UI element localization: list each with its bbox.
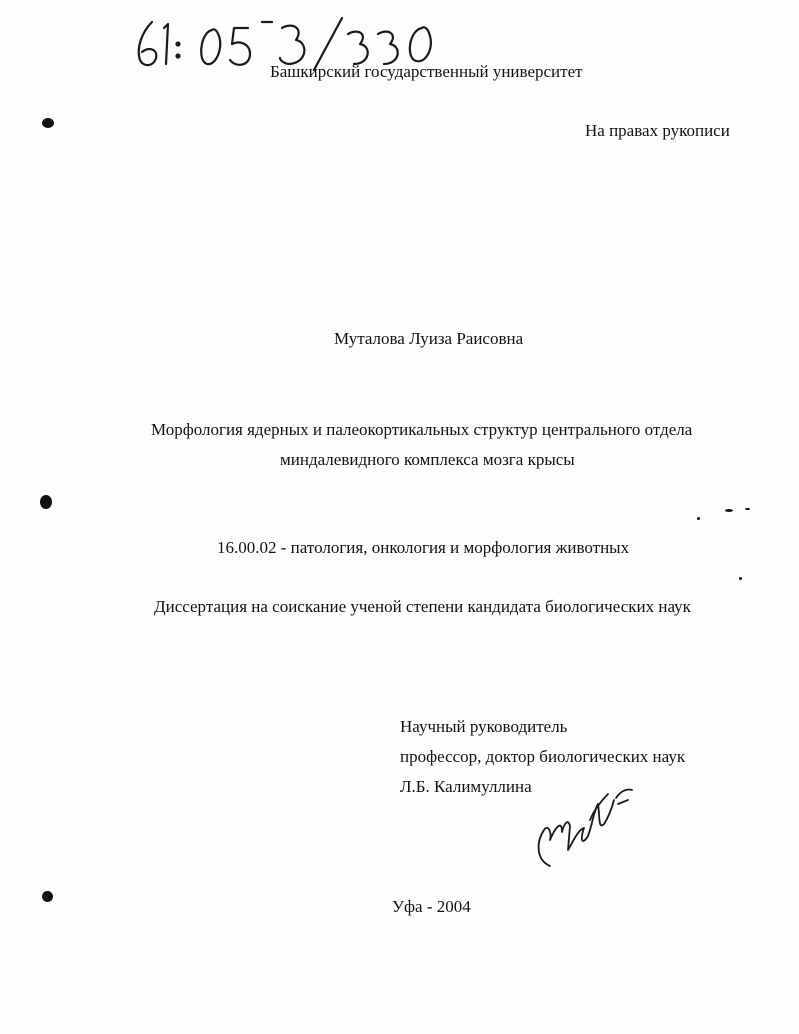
author-name: Муталова Луиза Раисовна — [334, 329, 524, 348]
scan-speck — [739, 577, 742, 580]
scan-speck — [42, 118, 54, 128]
supervisor-credentials: профессор, доктор биологических наук — [400, 747, 686, 766]
specialty-code: 16.00.02 - патология, онкология и морфология животных — [217, 538, 630, 557]
scan-speck — [697, 517, 700, 520]
scan-speck — [40, 495, 52, 509]
handwritten-signature — [528, 780, 638, 875]
scan-speck — [42, 891, 53, 902]
dissertation-title-line-2: миндалевидного комплекса мозга крысы — [280, 450, 575, 469]
supervisor-name: Л.Б. Калимуллина — [400, 777, 532, 796]
university-name: Башкирский государственный университет — [270, 62, 583, 81]
dissertation-title-line-1: Морфология ядерных и палеокортикальных структур центрального отдела — [151, 420, 693, 439]
supervisor-role: Научный руководитель — [400, 717, 568, 736]
place-and-year: Уфа - 2004 — [392, 897, 471, 916]
degree-statement: Диссертация на соискание ученой степени кандидата биологических наук — [154, 597, 691, 616]
rights-note: На правах рукописи — [585, 121, 730, 140]
scan-speck — [745, 508, 750, 510]
scan-speck — [725, 509, 733, 512]
